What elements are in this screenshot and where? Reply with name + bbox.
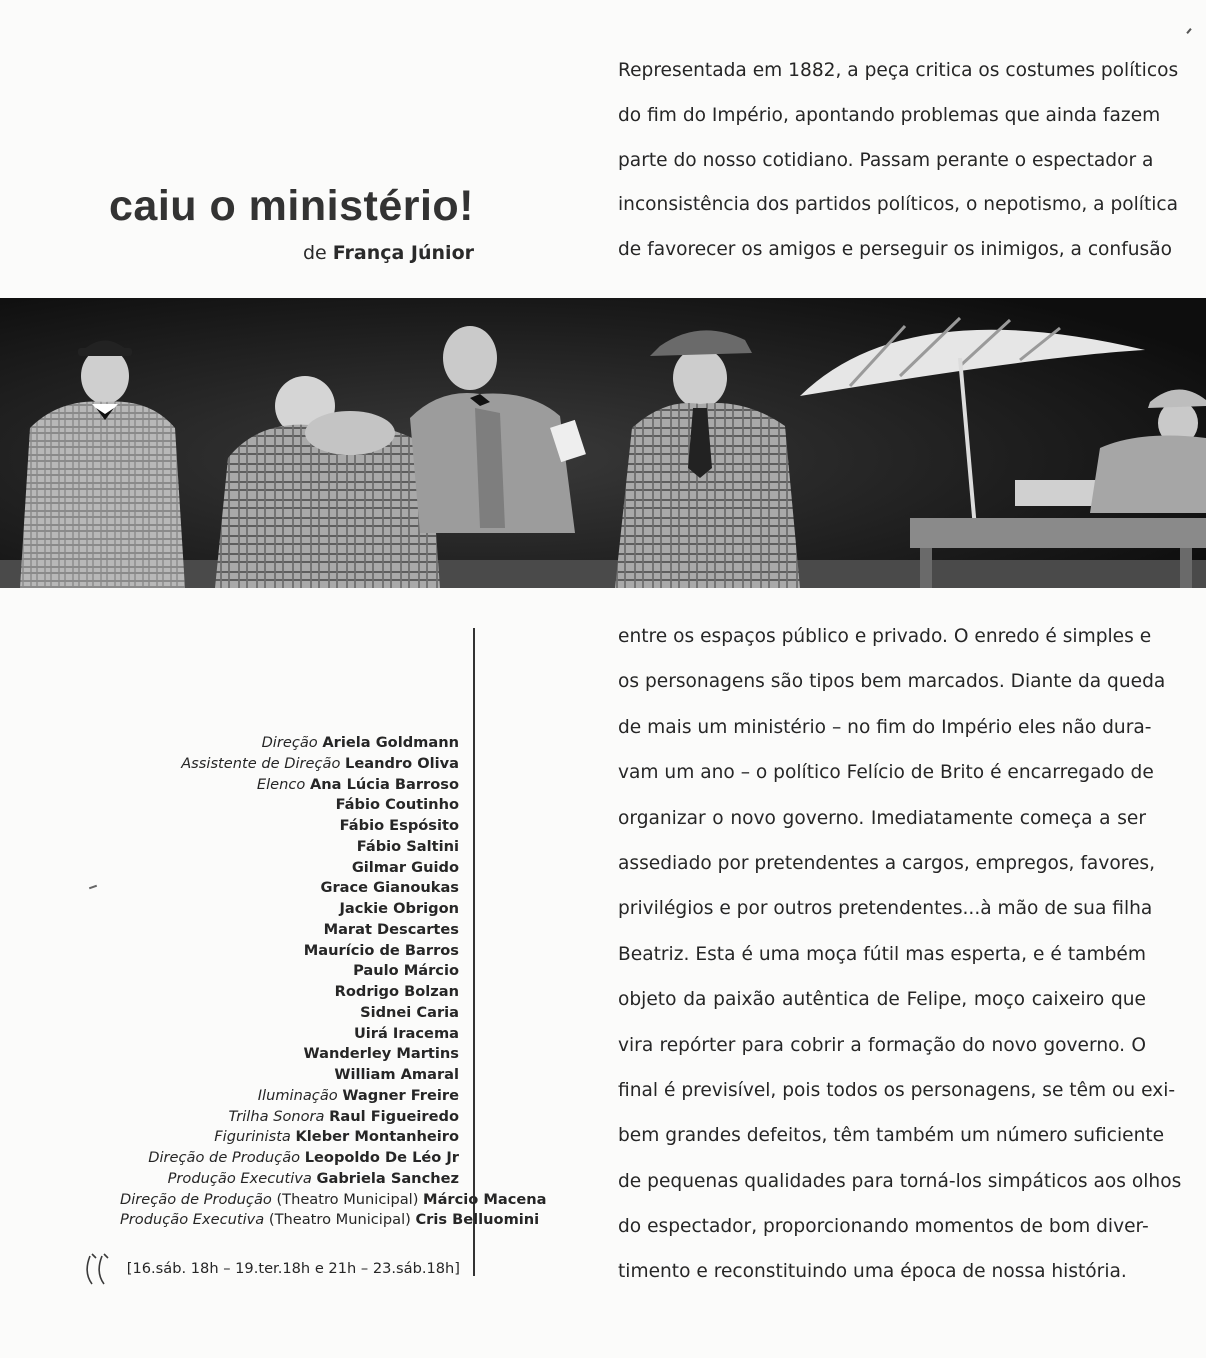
credit-row — [120, 1210, 540, 1231]
credit-row — [120, 1003, 459, 1024]
credit-name: Leopoldo De Léo Jr — [304, 1149, 459, 1166]
text-line: de favorecer os amigos e perseguir os inimigos, a confusão — [618, 239, 1172, 261]
column-divider — [473, 628, 475, 1276]
credit-role: Figurinista — [214, 1128, 291, 1146]
text-line: Representada em 1882, a peça critica os costumes políticos — [618, 60, 1179, 81]
credit-name: Gilmar Guido — [351, 858, 459, 876]
text-line: os personagens são tipos bem marcados. Diante da queda — [618, 671, 1166, 693]
credit-row — [120, 1107, 459, 1128]
credit-name: Maurício de Barros — [303, 941, 459, 959]
speck-decoration — [1186, 28, 1191, 34]
credit-qualifier: (Theatro Municipal) — [276, 1190, 419, 1208]
credit-name: Leandro Oliva — [345, 754, 459, 772]
credit-role: Produção Executiva — [167, 1169, 312, 1187]
credit-row — [120, 775, 459, 796]
credit-row — [120, 982, 459, 1003]
credit-role: Direção de Produção — [148, 1149, 301, 1166]
text-line: vam um ano – o político Felício de Brito é encarregado de — [618, 762, 1154, 784]
credit-name: Fábio Saltini — [356, 837, 459, 855]
credit-row — [120, 920, 459, 941]
credit-name: Kleber Montanheiro — [295, 1128, 459, 1146]
credit-row — [120, 961, 459, 982]
text-line: do fim do Império, apontando problemas que ainda fazem — [618, 104, 1161, 126]
credit-row — [120, 878, 459, 899]
credit-name: Wagner Freire — [342, 1086, 459, 1104]
credit-name: William Amaral — [334, 1066, 459, 1083]
credit-row — [120, 1024, 459, 1045]
credit-name: Ariela Goldmann — [322, 734, 459, 751]
credit-role: Direção — [261, 734, 318, 751]
credit-row — [120, 795, 459, 816]
text-line: do espectador, proporcionando momentos de bom diver- — [618, 1216, 1149, 1238]
text-line: final é previsível, pois todos os personagens, se têm ou exi- — [618, 1079, 1176, 1101]
byline-prefix: de — [302, 242, 327, 264]
credit-row — [120, 837, 459, 858]
credit-name: Rodrigo Bolzan — [334, 983, 459, 1000]
text-line: entre os espaços público e privado. O enredo é simples e — [618, 626, 1152, 647]
credit-name: Jackie Obrigon — [339, 900, 459, 917]
credit-row — [120, 733, 459, 754]
credit-row — [120, 941, 459, 962]
credit-name: Sidnei Caria — [360, 1003, 459, 1021]
credit-name: Márcio Macena — [423, 1190, 547, 1208]
text-line: Beatriz. Esta é uma moça fútil mas esperta, e é também — [618, 943, 1146, 965]
credit-name: Wanderley Martins — [303, 1045, 459, 1063]
credit-role: Direção de Produção — [120, 1190, 272, 1208]
credit-row — [120, 1086, 459, 1107]
text-line: inconsistência dos partidos políticos, o nepotismo, a política — [618, 194, 1179, 216]
text-line: assediado por pretendentes a cargos, empregos, favores, — [618, 852, 1155, 874]
author-name: França Júnior — [332, 242, 474, 264]
credit-name: Ana Lúcia Barroso — [310, 775, 459, 793]
byline — [62, 240, 474, 266]
credit-row — [120, 816, 459, 837]
credit-name: Fábio Espósito — [339, 817, 459, 834]
text-line: timento e reconstituindo uma época de nossa história. — [618, 1261, 1127, 1283]
credit-row — [120, 1169, 459, 1190]
credit-role: Produção Executiva — [120, 1211, 265, 1229]
schedule: [16.sáb. 18h – 19.ter.18h e 21h – 23.sáb.18h] — [126, 1260, 460, 1277]
synopsis-body — [618, 622, 1182, 1303]
credit-role: Assistente de Direção — [181, 754, 341, 772]
credit-name: Fábio Coutinho — [335, 796, 459, 814]
stage-scene-illustration — [0, 298, 1206, 588]
play-title: caiu o ministério! — [108, 182, 474, 230]
text-line: parte do nosso cotidiano. Passam perante o espectador a — [618, 149, 1154, 171]
credit-name: Marat Descartes — [323, 920, 459, 938]
credit-qualifier: (Theatro Municipal) — [268, 1211, 411, 1229]
speck-decoration — [89, 885, 97, 890]
production-photo — [0, 298, 1206, 588]
credit-role: Elenco — [256, 775, 306, 793]
credit-row — [120, 754, 459, 775]
text-line: de pequenas qualidades para torná-los simpáticos aos olhos — [618, 1170, 1182, 1192]
text-line: privilégios e por outros pretendentes...à mão de sua filha — [618, 898, 1153, 920]
credit-role: Iluminação — [257, 1086, 338, 1104]
credit-name: Raul Figueiredo — [329, 1107, 459, 1125]
text-line: vira repórter para cobrir a formação do novo governo. O — [618, 1034, 1146, 1056]
credit-row — [120, 858, 459, 879]
text-line: objeto da paixão autêntica de Felipe, moço caixeiro que — [618, 989, 1146, 1011]
credit-name: Uirá Iracema — [353, 1024, 459, 1042]
credits-list — [120, 733, 547, 1231]
credit-row — [120, 1065, 459, 1086]
credit-name: Grace Gianoukas — [320, 879, 459, 897]
credit-name: Paulo Márcio — [353, 962, 459, 980]
text-line: bem grandes defeitos, têm também um número suficiente — [618, 1125, 1165, 1147]
credit-row — [120, 1044, 459, 1065]
synopsis-intro — [618, 56, 1179, 280]
credit-name: Cris Belluomini — [415, 1211, 540, 1229]
credit-name: Gabriela Sanchez — [316, 1169, 459, 1187]
credit-role: Trilha Sonora — [228, 1107, 325, 1125]
text-line: de mais um ministério – no fim do Império eles não dura- — [618, 716, 1152, 738]
text-line: organizar o novo governo. Imediatamente começa a ser — [618, 807, 1146, 829]
credit-row — [120, 1190, 547, 1211]
credit-row — [120, 1127, 459, 1148]
credit-row — [120, 1148, 459, 1169]
credit-row — [120, 899, 459, 920]
